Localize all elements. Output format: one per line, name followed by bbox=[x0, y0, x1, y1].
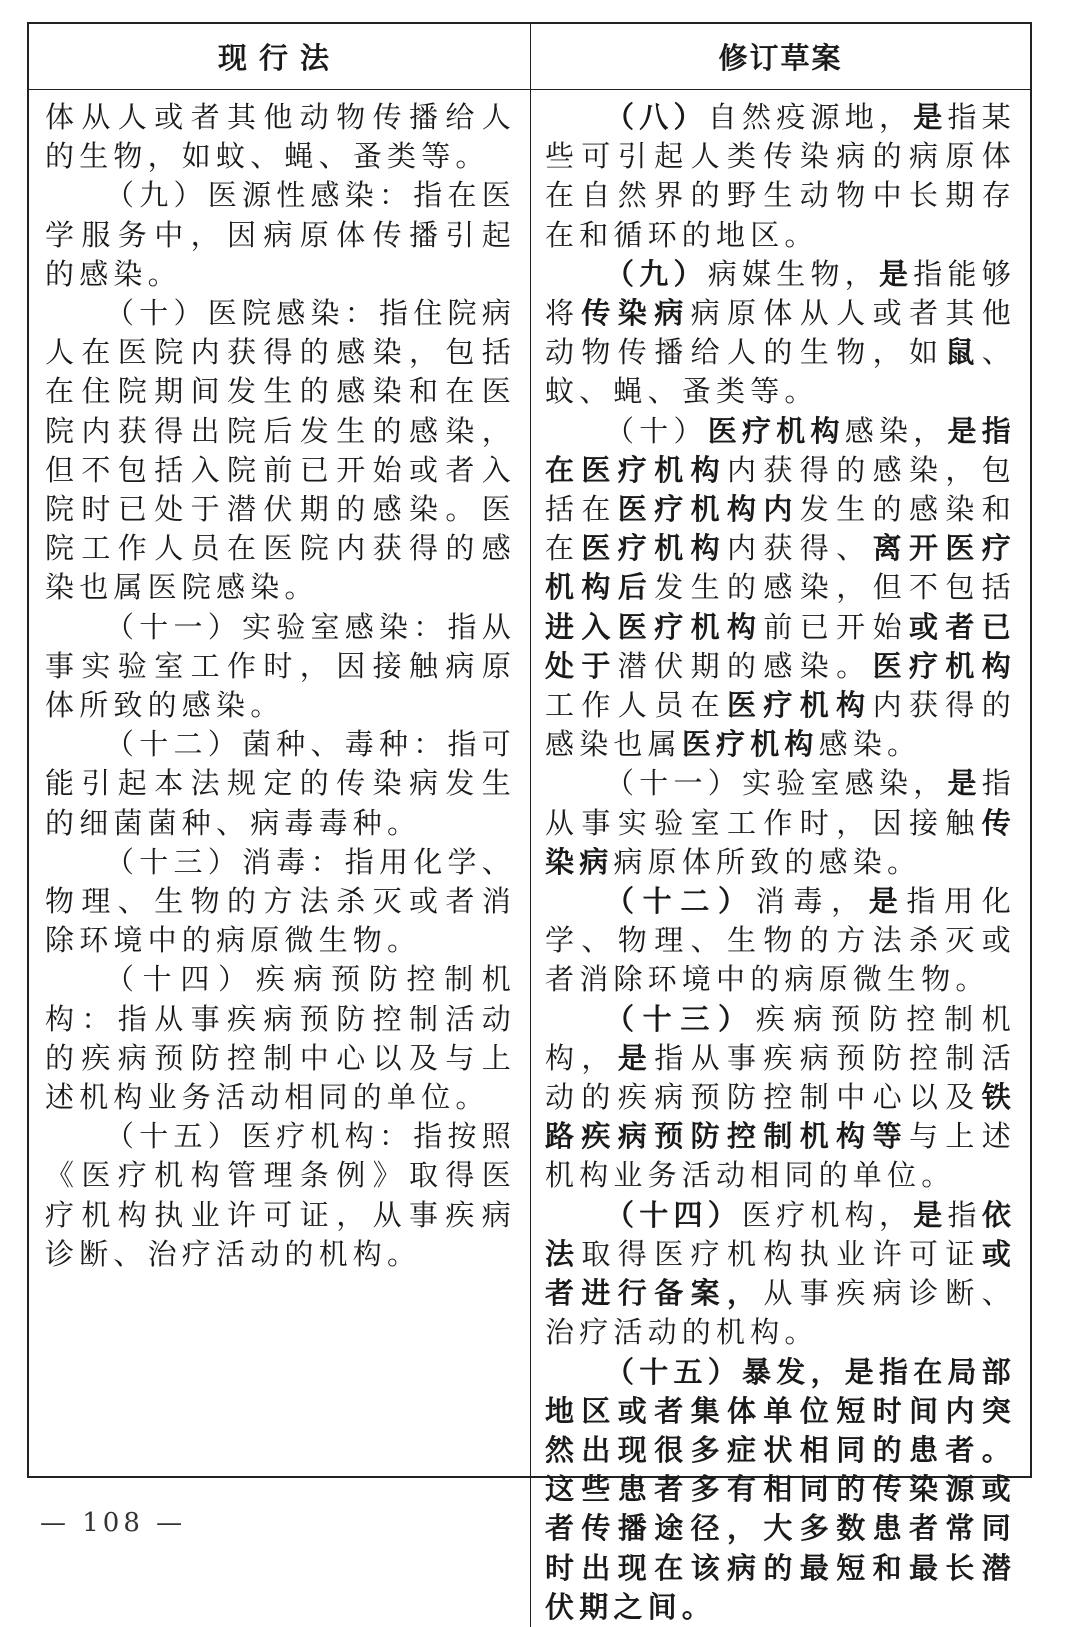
text-segment: （十四）疾病预防控制机构：指从事疾病预防控制活动的疾病预防控制中心以及与上述机构业务活动相同的单位。 bbox=[45, 962, 516, 1115]
text-segment: 指 bbox=[947, 1197, 982, 1232]
bold-text-segment: 医疗机构 bbox=[872, 648, 1016, 683]
current-law-paragraph bbox=[45, 960, 516, 1117]
text-segment: 取得医疗机构执业许可证 bbox=[581, 1236, 982, 1271]
revised-draft-paragraph bbox=[545, 412, 1016, 765]
header-current-law: 现行法 bbox=[29, 24, 531, 90]
text-segment: 内获得的感染，包括在 bbox=[545, 452, 1016, 527]
bold-text-segment: （八） bbox=[605, 100, 708, 134]
revised-draft-paragraph bbox=[545, 255, 1016, 412]
text-segment: 医疗机构， bbox=[742, 1197, 914, 1232]
bold-text-segment: 是 bbox=[879, 256, 914, 291]
bold-text-segment: 医疗机构 bbox=[681, 727, 819, 762]
current-law-paragraph bbox=[45, 843, 516, 961]
text-segment: 、蚊、蝇、蚤类等。 bbox=[545, 335, 1017, 409]
text-segment: 指用化学、物理、生物的方法杀灭或者消除环境中的病原微生物。 bbox=[545, 884, 1016, 997]
text-segment: 指某些可引起人类传染病的病原体在自然界的野生动物中长期存在和循环的地区。 bbox=[545, 100, 1016, 252]
revised-draft-column bbox=[531, 90, 1030, 1627]
bold-text-segment: 是 bbox=[868, 884, 907, 919]
revised-draft-paragraph bbox=[545, 1353, 1016, 1627]
bold-text-segment: 传染病 bbox=[581, 296, 691, 331]
text-segment: 发生的感染，但不包括 bbox=[654, 570, 1016, 605]
revised-draft-paragraph bbox=[545, 98, 1016, 255]
text-segment: 指从事疾病预防控制活动的疾病预防控制中心以及 bbox=[545, 1040, 1016, 1115]
bold-text-segment: （九） bbox=[605, 256, 708, 291]
bold-text-segment: 离开医疗机构后 bbox=[545, 531, 1016, 605]
text-segment: （十五）医疗机构：指按照《医疗机构管理条例》取得医疗机构执业许可证，从事疾病诊断、治疗活动的机构。 bbox=[45, 1119, 516, 1271]
current-law-column bbox=[29, 90, 531, 1627]
text-segment: 消毒， bbox=[755, 884, 869, 919]
text-segment: 感染， bbox=[844, 413, 948, 448]
bold-text-segment: （十四） bbox=[605, 1197, 743, 1232]
text-segment: 发生的感染和在 bbox=[545, 492, 1016, 566]
bold-text-segment: 医疗机构 bbox=[726, 688, 873, 723]
bold-text-segment: 医疗机构 bbox=[707, 413, 845, 448]
revised-draft-paragraph bbox=[545, 882, 1016, 1000]
bold-text-segment: 依法 bbox=[545, 1197, 1017, 1271]
text-segment: 与上述机构业务活动相同的单位。 bbox=[545, 1119, 1016, 1193]
revised-draft-paragraph bbox=[545, 764, 1016, 882]
text-segment: 病原体所致的感染。 bbox=[613, 844, 922, 879]
bold-text-segment: 医疗机构 bbox=[581, 531, 727, 566]
text-segment: 感染。 bbox=[818, 727, 922, 762]
text-segment: （九）医源性感染：指在医学服务中，因病原体传播引起的感染。 bbox=[45, 178, 516, 291]
bold-text-segment: 是 bbox=[913, 1197, 948, 1232]
text-segment: 病媒生物， bbox=[707, 256, 880, 291]
text-segment: （十）医院感染：指住院病人在医院内获得的感染，包括在住院期间发生的感染和在医院内获得出院后发生的感染，但不包括入院前已开始或者入院时已处于潜伏期的感染。医院工作人员在医院内获得的感染也属医院感染。 bbox=[45, 296, 516, 605]
current-law-paragraph bbox=[45, 608, 516, 726]
bold-text-segment: 是 bbox=[947, 766, 982, 801]
text-segment: 内获得、 bbox=[727, 531, 873, 566]
bold-text-segment: 是 bbox=[617, 1040, 655, 1075]
bold-text-segment: 是指在医疗机构 bbox=[545, 413, 1016, 487]
bold-text-segment: （十三） bbox=[605, 1001, 756, 1036]
bold-text-segment: 医疗机构内 bbox=[617, 492, 800, 527]
bold-text-segment: 鼠 bbox=[945, 335, 982, 370]
text-segment: 疾病预防控制机构， bbox=[545, 1001, 1016, 1075]
revised-draft-paragraph bbox=[545, 1000, 1016, 1196]
text-segment: （十一）实验室感染， bbox=[605, 766, 948, 801]
text-segment: （十三）消毒：指用化学、物理、生物的方法杀灭或者消除环境中的病原微生物。 bbox=[45, 844, 516, 958]
current-law-paragraph bbox=[45, 294, 516, 608]
bold-text-segment: 是 bbox=[913, 100, 948, 134]
bold-text-segment: 或者进行备案， bbox=[545, 1236, 1017, 1311]
text-segment: 指从事实验室工作时，因接触 bbox=[545, 766, 1016, 840]
current-law-paragraph bbox=[45, 1117, 516, 1274]
page-number: — 108 — bbox=[40, 1508, 187, 1538]
current-law-paragraph bbox=[45, 725, 516, 843]
bold-text-segment: 进入医疗机构 bbox=[545, 609, 764, 644]
text-segment: 从事疾病诊断、治疗活动的机构。 bbox=[545, 1276, 1017, 1350]
text-segment: 体从人或者其他动物传播给人的生物，如蚊、蝇、蚤类等。 bbox=[45, 100, 516, 174]
text-segment: 前已开始 bbox=[763, 609, 909, 644]
bold-text-segment: 铁路疾病预防控制机构等 bbox=[545, 1080, 1016, 1154]
text-segment: 自然疫源地， bbox=[707, 100, 914, 134]
text-segment: 工作人员在 bbox=[545, 688, 727, 723]
header-revised-draft: 修订草案 bbox=[531, 24, 1030, 90]
bold-text-segment: 或者已处于 bbox=[545, 609, 1016, 683]
current-law-paragraph bbox=[45, 176, 516, 294]
text-segment: 潜伏期的感染。 bbox=[617, 648, 873, 683]
text-segment: 内获得的感染也属 bbox=[545, 688, 1016, 762]
bold-text-segment: （十二） bbox=[605, 884, 756, 919]
text-segment: 指能够将 bbox=[545, 256, 1016, 331]
text-segment: （十） bbox=[605, 413, 708, 448]
text-segment: （十二）菌种、毒种：指可能引起本法规定的传染病发生的细菌菌种、病毒毒种。 bbox=[45, 727, 516, 840]
text-segment: （十一）实验室感染：指从事实验室工作时，因接触病原体所致的感染。 bbox=[45, 609, 516, 723]
revised-draft-paragraph bbox=[545, 1196, 1016, 1353]
bold-text-segment: 传染病 bbox=[545, 805, 1016, 879]
text-segment: 病原体从人或者其他动物传播给人的生物，如 bbox=[545, 296, 1016, 370]
bold-text-segment: （十五）暴发，是指在局部地区或者集体单位短时间内突然出现很多症状相同的患者。这些患者多有相同的传染源或者传播途径，大多数患者常同时出现在该病的最短和最长潜伏期之间。 bbox=[545, 1354, 1016, 1624]
current-law-paragraph bbox=[45, 98, 516, 176]
